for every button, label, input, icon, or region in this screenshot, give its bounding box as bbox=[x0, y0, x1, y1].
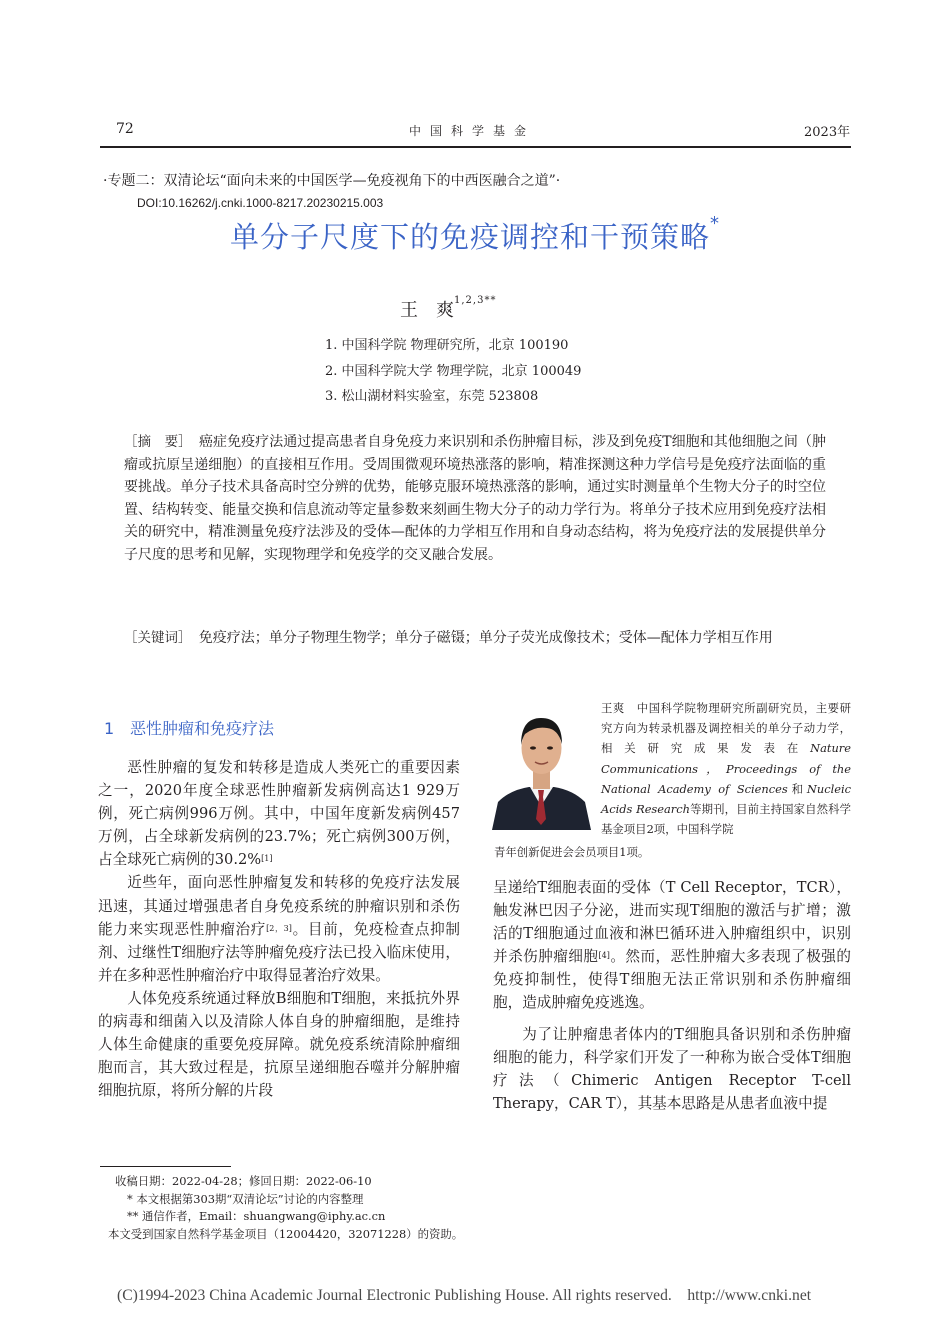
paragraph-text: 近些年，面向恶性肿瘤复发和转移的免疫疗法发展迅速，其通过增强患者自身免疫系统的肿瘤识别和杀伤能力来实现恶性肿瘤治疗 bbox=[98, 874, 460, 938]
header-rule bbox=[100, 146, 851, 148]
section-number: 1 bbox=[104, 719, 115, 738]
citation[interactable]: [2，3] bbox=[266, 923, 292, 933]
paragraph-text: 呈递给T细胞表面的受体（T Cell Receptor，TCR），触发淋巴因子分泌，进而实现T细胞的激活与扩增；激活的T细胞通过血液和淋巴循环进入肿瘤组织中，识别并杀伤肿瘤细胞 bbox=[493, 879, 851, 966]
article-title bbox=[0, 215, 950, 256]
abstract bbox=[124, 431, 826, 567]
affiliation-3: 3. 松山湖材料实验室，东莞 523808 bbox=[325, 389, 539, 404]
footnote-rule bbox=[100, 1166, 231, 1167]
title-text: 单分子尺度下的免疫调控和干预策略 bbox=[229, 220, 710, 254]
left-column bbox=[98, 756, 460, 1102]
abstract-text: 癌症免疫疗法通过提高患者自身免疫力来识别和杀伤肿瘤目标，涉及到免疫T细胞和其他细胞之间（肿瘤或抗原呈递细胞）的直接相互作用。受周围微观环境热涨落的影响，精准探测这种力学信号是免疫疗法面临的重要挑战。单分子技术具备高时空分辨的优势，能够克服环境热涨落的影响，通过实时测量单个生物大分子的时空位置、结构转变、能量交换和信息流动等定量参数来刻画生物大分子的动力学行为。将单分子技术应用到免疫疗法相关的研究中，精准测量免疫疗法涉及的受体—配体的力学相互作用和自身动态结构，将为免疫疗法的发展提供单分子尺度的思考和见解，实现物理学和免疫学的交叉融合发展。 bbox=[124, 434, 827, 563]
footnote-dates: 收稿日期：2022-04-28；修回日期：2022-06-10 bbox=[115, 1174, 372, 1188]
right-column bbox=[493, 876, 851, 1115]
paragraph bbox=[493, 876, 851, 1015]
footnotes bbox=[108, 1173, 464, 1244]
running-head-year: 2023年 bbox=[804, 125, 851, 140]
bio-text: 中国科学院物理研究所副研究员，主要研究方向为转录机器及调控相关的单分子动力学，相关研究成果发表在 bbox=[601, 701, 851, 756]
footnote-correspondence: ** 通信作者，Email：shuangwang@iphy.ac.cn bbox=[127, 1209, 386, 1224]
affiliation-1: 1. 中国科学院 物理研究所，北京 100190 bbox=[325, 338, 569, 353]
running-head-journal: 中国科学基金 bbox=[409, 124, 536, 138]
author-marks: 1,2,3** bbox=[454, 295, 497, 306]
paragraph-text: 恶性肿瘤的复发和转移是造成人类死亡的重要因素之一，2020年度全球恶性肿瘤新发病例高达1 929万例，死亡病例996万例。其中，中国年度新发病例457万例，占全球新发病例的23.7%；死亡病例300万例，占全球死亡病例的30.2% bbox=[98, 759, 460, 869]
author-photo bbox=[492, 698, 591, 830]
citation[interactable]: [1] bbox=[261, 854, 273, 864]
affiliation-2: 2. 中国科学院大学 物理学院，北京 100049 bbox=[325, 364, 582, 379]
author-bio bbox=[601, 698, 851, 839]
series-line: ·专题二：双清论坛“面向未来的中国医学—免疫视角下的中西医融合之道”· bbox=[103, 173, 561, 189]
author-given: 王 bbox=[400, 300, 418, 321]
paragraph bbox=[98, 756, 460, 871]
author-bio-last-line: 青年创新促进会会员项目1项。 bbox=[494, 845, 650, 859]
bio-name: 王爽 bbox=[601, 701, 625, 715]
portrait-image bbox=[492, 698, 591, 830]
doi[interactable]: DOI:10.16262/j.cnki.1000-8217.20230215.003 bbox=[137, 196, 384, 210]
bio-text: 等期刊，目前主持国家自然科学基金项目2项，中国科学院 bbox=[601, 802, 851, 837]
citation[interactable]: [4] bbox=[598, 951, 610, 961]
section-title: 恶性肿瘤和免疫疗法 bbox=[130, 719, 275, 738]
bio-journals: Nature Communications，Proceedings of the National Academy of Sciences bbox=[601, 741, 851, 796]
copyright-watermark: (C)1994-2023 China Academic Journal Electronic Publishing House. All rights reserved. http://www.cnki.net bbox=[117, 1287, 812, 1304]
author bbox=[400, 296, 496, 322]
bio-journal: Nucleic Acids Research bbox=[601, 781, 851, 817]
section-heading bbox=[104, 716, 274, 739]
paragraph-text: 。然而，恶性肿瘤大多表现了极强的免疫抑制性，使得T细胞无法正常识别和杀伤肿瘤细胞，造成肿瘤免疫逃逸。 bbox=[493, 948, 851, 1012]
keywords-label: ［关键词］ bbox=[124, 630, 185, 646]
footnote-source: * 本文根据第303期“双清论坛”讨论的内容整理 bbox=[127, 1191, 364, 1206]
paragraph-text: 。目前，免疫检查点抑制剂、过继性T细胞疗法等肿瘤免疫疗法已投入临床使用，并在多种恶性肿瘤治疗中取得显著治疗效果。 bbox=[98, 920, 460, 984]
author-family: 爽 bbox=[436, 300, 454, 321]
keywords bbox=[124, 627, 826, 650]
page-number: 72 bbox=[116, 121, 134, 137]
paragraph: 人体免疫系统通过释放B细胞和T细胞，来抵抗外界的病毒和细菌入以及清除人体自身的肿瘤细胞，是维持人体生命健康的重要免疫屏障。就免疫系统清除肿瘤细胞而言，其大致过程是，抗原呈递细胞吞噬并分解肿瘤细胞抗原，将所分解的片段 bbox=[98, 989, 460, 1100]
bio-and: 和 bbox=[787, 781, 807, 796]
footnote-funding: 本文受到国家自然科学基金项目（12004420，32071228）的资助。 bbox=[108, 1227, 464, 1242]
keywords-text: 免疫疗法；单分子物理生物学；单分子磁镊；单分子荧光成像技术；受体—配体力学相互作用 bbox=[198, 630, 773, 646]
paragraph bbox=[98, 871, 460, 986]
abstract-label: ［摘 要］ bbox=[124, 434, 185, 450]
title-footnote-mark: * bbox=[710, 213, 720, 234]
paragraph: 为了让肿瘤患者体内的T细胞具备识别和杀伤肿瘤细胞的能力，科学家们开发了一种称为嵌合受体T细胞疗法（Chimeric Antigen Receptor T-cell Therapy，CAR T），其基本思路是从患者血液中提 bbox=[493, 1025, 851, 1112]
